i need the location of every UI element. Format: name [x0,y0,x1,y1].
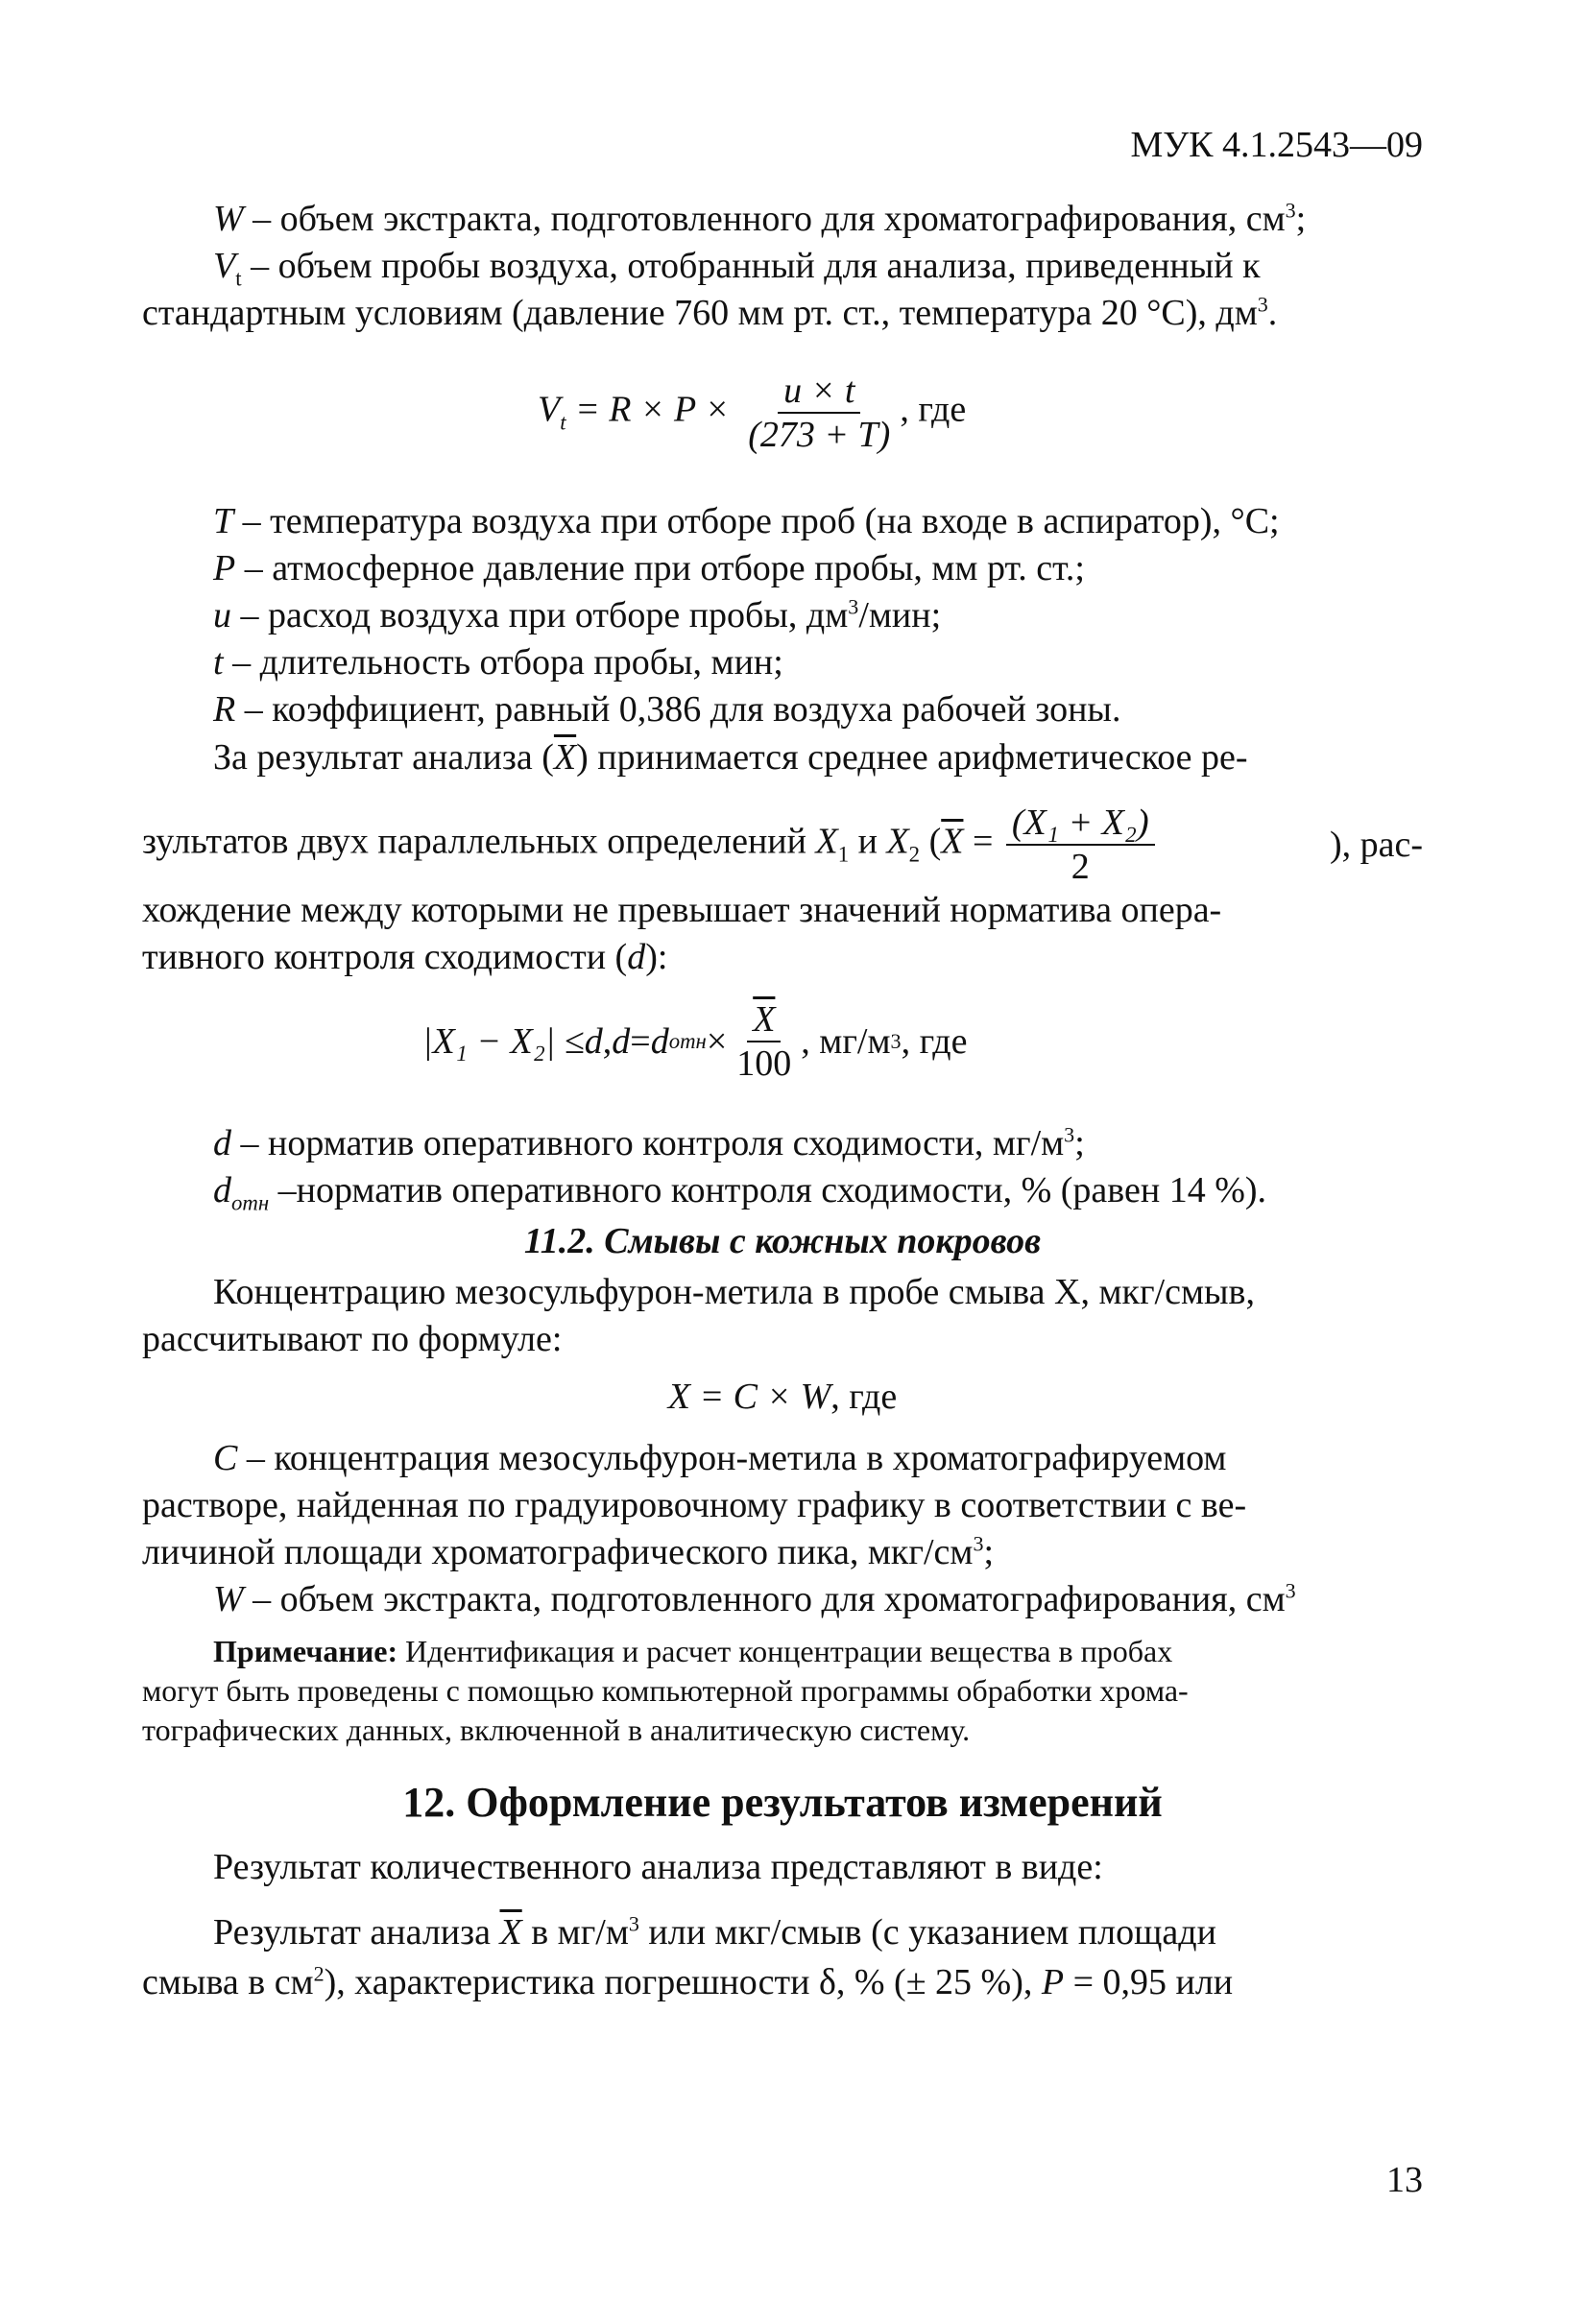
def-dotn-line [213,1168,1267,1215]
formula-vt-lhs-sub: t [560,410,566,435]
x2-sub: 2 [908,842,921,867]
formula-d-d1: d [584,1021,603,1062]
d-symbol: d [627,937,646,977]
formula-d-d3: d [650,1021,669,1062]
result-l1a-text: За результат анализа ( [213,737,554,778]
section-12-p2-wrap [213,1910,1216,1954]
washes-c-l3-text: личиной площади хроматографического пика, мкг/см [142,1532,974,1572]
washes-p1-l2: рассчитывают по формуле: [142,1319,563,1359]
def-dotn-sym: d [213,1170,231,1210]
sym-P: P [213,548,236,588]
def-d-text: – норматив оперативного контроля сходимости, мг/м [231,1123,1065,1163]
result-l2b-text: ), рас- [1329,825,1423,865]
washes-p1-l1 [213,1270,1423,1314]
formula-d-tail-b: , где [901,1021,968,1062]
washes-c-l2-text: растворе, найденная по градуировочному графику в соответствии с ве- [142,1485,1247,1525]
sym-v: V [213,246,236,286]
washes-w-text: – объем экстракта, подготовленного для хроматографирования, см [243,1579,1286,1619]
def-u-sup: 3 [848,594,859,619]
washes-p1-l1-text: Концентрацию мезосульфурон-метила в пробе смыва X, мкг/смыв, [213,1272,1255,1312]
formula-vt-den: (273 + T) [748,415,891,455]
page-number: 13 [1386,2160,1423,2200]
formula-x-tail: , где [830,1377,898,1417]
xbar-symbol: $\overline{X}$ [553,737,577,778]
result-l2a-text: зультатов двух параллельных определений [142,821,816,862]
formula-d-fraction [731,998,797,1085]
note-l3: тографических данных, включенной в аналитическую систему. [142,1713,971,1747]
def-vt-sup: 3 [1257,292,1268,317]
sym-u: u [213,595,231,635]
def-t-text: – длительность отбора пробы, мин; [223,642,783,683]
washes-c-l1 [213,1436,1423,1480]
def-vt-text1: – объем пробы воздуха, отобранный для анализа, приведенный к [241,246,1261,286]
formula-vt-lhs: V [538,389,561,430]
result-line3 [142,888,1423,932]
washes-c-l3 [142,1530,994,1574]
note-l1-wrap [213,1632,1172,1670]
def-w-tail: ; [1295,199,1307,239]
def-vt-text2: стандартным условиям (давление 760 мм рт. ст., температура 20 °С), дм [142,293,1258,333]
def-u-text: – расход воздуха при отборе пробы, дм [231,595,849,635]
result-l3-text: хождение между которыми не превышает значений норматива опера- [142,890,1222,930]
def-t-line [213,499,1280,543]
sym-W2: W [213,1579,244,1619]
section-12-title: 12. Оформление результатов измерений [402,1779,1163,1826]
note-l2 [142,1671,1423,1710]
formula-x-main: X = C × W [667,1377,831,1417]
note-l1 [213,1632,1423,1670]
doc-code-header: МУК 4.1.2543—09 [1130,125,1423,165]
and-text: и [849,821,887,862]
section-12-p2 [213,1910,1423,1954]
def-d-sup: 3 [1064,1122,1075,1147]
result-line1 [213,735,1423,779]
result-l4b-text: ): [645,937,668,977]
def-u-line [213,593,941,637]
x1-symbol: X [815,821,838,862]
s12-p3-b: ), характеристика погрешности δ, % (± 25 %), [324,1962,1042,2002]
formula-d-tail-a: , мг/м [801,1021,891,1062]
s12-p3-a: смыва в см [142,1962,314,2002]
formula-vt-tail: , где [900,389,967,430]
def-d-sym: d [213,1123,231,1163]
formula-x [142,1375,1423,1419]
washes-w-sup: 3 [1285,1578,1296,1603]
result-l4a-text: тивного контроля сходимости ( [142,937,628,977]
s12-p3-P: P [1041,1962,1065,2002]
sym-C: C [213,1438,238,1478]
def-r-line [213,687,1120,731]
section-12-p3 [142,1960,1423,2004]
washes-c-l1-text: – концентрация мезосульфурон-метила в хроматографируемом [237,1438,1227,1478]
formula-d: |X₁ − X₂| ≤ d , d = d отн × $\frac{\overline{X}}{100}$ , мг/м 3 , где [422,999,968,1084]
result-line2-a [142,802,1159,888]
washes-c-l3-sup: 3 [973,1531,984,1556]
def-u-tail: /мин; [858,595,942,635]
section-12-p1: Результат количественного анализа представляют в виде: [213,1847,1103,1887]
washes-w-line [213,1577,1296,1621]
s12-p2-b: в мг/м [521,1912,629,1953]
s12-p2-sup: 3 [628,1911,639,1936]
def-d-line [213,1121,1085,1165]
x2-symbol: X [886,821,909,862]
def-time-line [213,640,783,684]
formula-vt-mid: = R × P × [565,389,739,430]
def-vt-tail: . [1267,293,1278,333]
formula-d-sep: , [602,1021,613,1062]
result-line1-a [213,735,1248,779]
washes-c-l2 [142,1483,1423,1527]
note-l1-text: Идентификация и расчет концентрации вещества в пробах [397,1634,1173,1668]
mean-den: 2 [1071,847,1090,887]
mean-num: (X₁ + X₂) [1006,802,1155,846]
formula-d-eq: = [630,1021,651,1062]
def-p-line [213,546,1085,590]
formula-d-den: 100 [736,1043,792,1084]
sym-t: t [213,642,224,683]
eq-sign: = [963,821,1002,862]
def-w-text: – объем экстракта, подготовленного для хроматографирования, см [243,199,1286,239]
sym-R: R [213,689,236,730]
s12-p2-a: Результат анализа [213,1912,500,1953]
sym-w: W [213,199,244,239]
def-d-tail: ; [1074,1123,1085,1163]
s12-xbar: $\overline{X}$ [499,1912,522,1953]
def-R-text: – коэффициент, равный 0,386 для воздуха рабочей зоны. [235,689,1121,730]
result-line2 [142,802,1423,888]
formula-d-times: × [706,1021,728,1062]
def-dotn-sub: отн [231,1190,270,1215]
def-vt-line1 [213,244,1261,291]
result-l1b-text: ) принимается среднее арифметическое ре- [576,737,1248,778]
formula-vt-fraction [742,370,896,456]
s12-p3-c: = 0,95 или [1064,1962,1234,2002]
x1-sub: 1 [837,842,850,867]
def-w-sup: 3 [1285,198,1296,223]
section-12-p3-wrap [142,1960,1233,2004]
xbar-symbol-2: $\overline{X}$ [941,821,964,862]
formula-vt [538,370,966,456]
formula-d-abs: |X₁ − X₂| ≤ [422,1021,585,1062]
def-T-text: – температура воздуха при отборе проб (на входе в аспиратор), °С; [233,501,1280,541]
def-vt-line2 [142,291,1277,335]
result-line4 [142,935,667,979]
formula-vt-num: u × t [778,370,860,414]
formula-d-num: $\overline{X}$ [747,998,781,1042]
note-label: Примечание: [213,1634,398,1668]
washes-c-l1-wrap [213,1436,1226,1480]
note-l2-text: могут быть проведены с помощью компьютерной программы обработки хрома- [142,1673,1189,1708]
def-w-line [213,197,1306,241]
open-paren: ( [920,821,942,862]
def-dotn-text: –норматив оперативного контроля сходимости, % (равен 14 %). [269,1170,1267,1210]
s12-p2-c: или мкг/смыв (с указанием площади [638,1912,1216,1953]
sym-T: T [213,501,234,541]
formula-d-d2: d [612,1021,631,1062]
mean-fraction [1006,802,1155,888]
subheading-11-2: 11.2. Смывы с кожных покровов [523,1221,1042,1261]
sym-v-sub: t [235,266,242,291]
def-P-text: – атмосферное давление при отборе пробы, мм рт. ст.; [235,548,1085,588]
washes-c-l3-tail: ; [983,1532,995,1572]
s12-p3-sup: 2 [313,1961,325,1986]
